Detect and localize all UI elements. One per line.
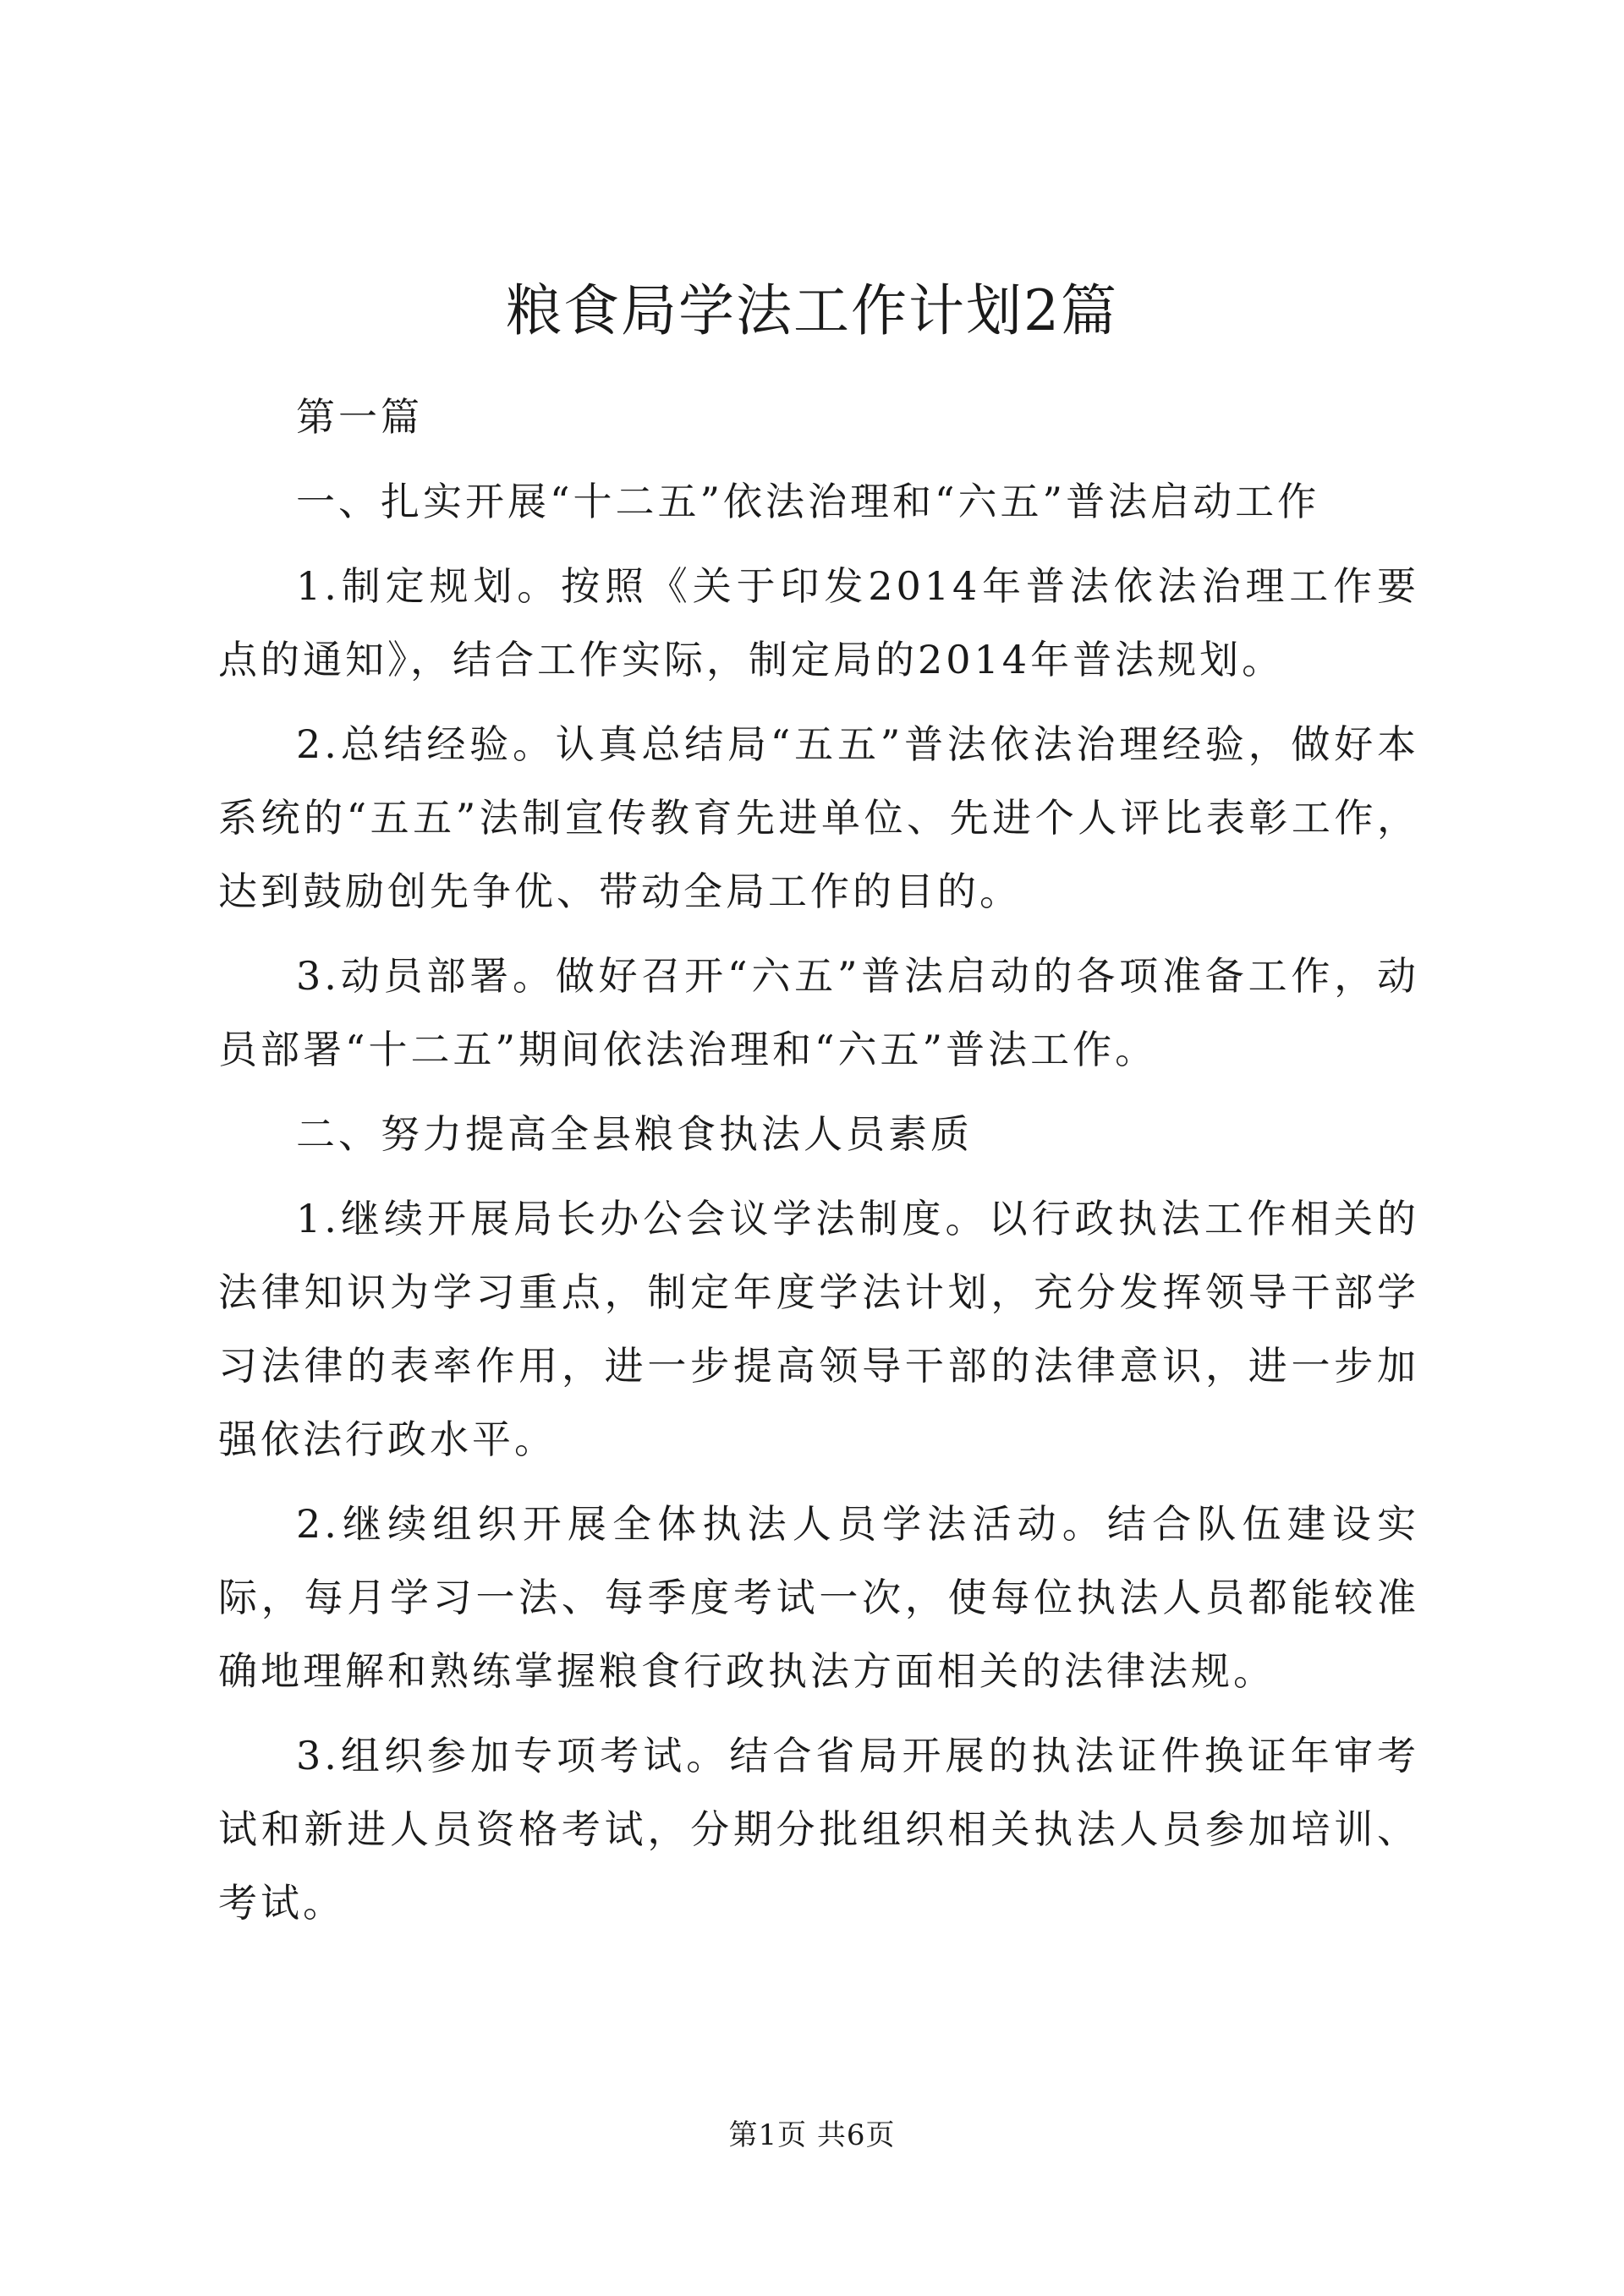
paragraph-staff-study: 2.继续组织开展全体执法人员学法活动。结合队伍建设实际，每月学习一法、每季度考试一次，使每位执法人员都能较准确地理解和熟练掌握粮食行政执法方面相关的法律法规。 <box>218 1501 1419 1694</box>
document-title: 粮食局学法工作计划2篇 <box>506 278 1118 343</box>
document-body <box>218 381 1419 1940</box>
section-heading-two: 二、努力提高全县粮食执法人员素质 <box>296 1111 973 1157</box>
paragraph-meeting-study: 1.继续开展局长办公会议学法制度。以行政执法工作相关的法律知识为学习重点，制定年度学法计划，充分发挥领导干部学习法律的表率作用，进一步提高领导干部的法律意识，进一步加强依法行政水平。 <box>218 1196 1419 1462</box>
section-heading-one: 一、扎实开展“十二五”依法治理和“六五”普法启动工作 <box>296 479 1320 524</box>
paragraph-plan: 1.制定规划。按照《关于印发2014年普法依法治理工作要点的通知》，结合工作实际，制定局的2014年普法规划。 <box>218 563 1419 682</box>
page-indicator: 第1页 共6页 <box>728 2118 896 2152</box>
paragraph-mobilize: 3.动员部署。做好召开“六五”普法启动的各项准备工作，动员部署“十二五”期间依法治理和“六五”普法工作。 <box>218 953 1419 1072</box>
paragraph-summary: 2.总结经验。认真总结局“五五”普法依法治理经验，做好本系统的“五五”法制宣传教育先进单位、先进个人评比表彰工作，达到鼓励创先争优、带动全局工作的目的。 <box>218 721 1419 914</box>
section-heading-part-one: 第一篇 <box>296 394 423 440</box>
paragraph-exams: 3.组织参加专项考试。结合省局开展的执法证件换证年审考试和新进人员资格考试，分期分批组织相关执法人员参加培训、考试。 <box>218 1733 1419 1926</box>
